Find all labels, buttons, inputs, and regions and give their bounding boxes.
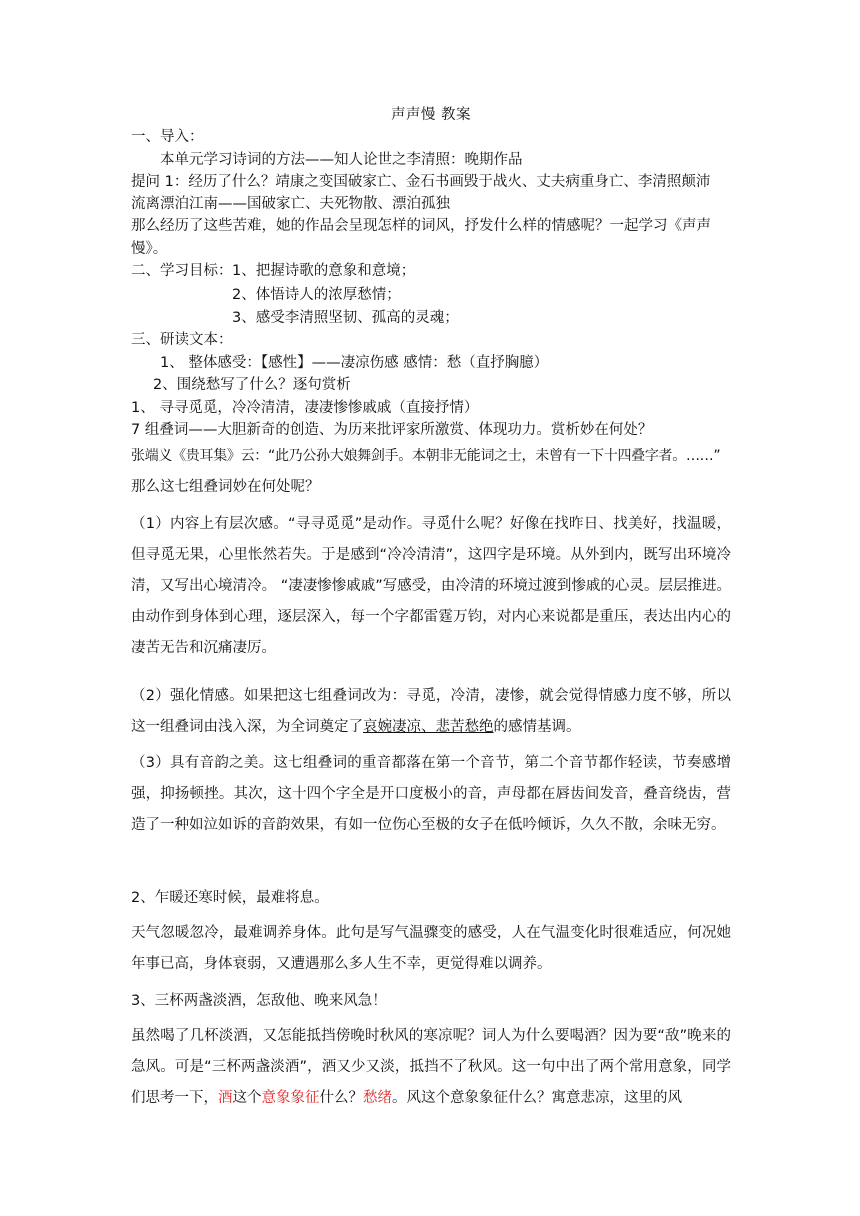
- document-title: 声声慢 教案: [390, 107, 472, 123]
- goal-item-1: 1、把握诗歌的意象和意境；: [232, 263, 416, 279]
- p5-red-wine: 酒: [218, 1090, 233, 1106]
- p5-red-sorrow: 愁绪: [363, 1090, 392, 1106]
- analysis-paragraph-1: （1）内容上有层次感。“寻寻觅觅”是动作。寻觅什么呢？好像在找昨日、找美好，找温暖，但寻觅无果，心里怅然若失。于是感到“冷冷清清”，这四字是环境。从外到内，既写出环境冷清，又写出心境清冷。 “凄凄惨惨戚戚”写感受，由冷清的环境过渡到惨戚的心灵。层层推进。由动作到身体到心理，逐层深入，每一个字都雷霆万钧，对内心来说都是重压，表达出内心的凄苦无告和沉痛凄厉。: [131, 516, 731, 656]
- p5-text-mid2: 什么？: [319, 1090, 363, 1106]
- question-line-1: 提问 1：经历了什么？靖康之变国破家亡、金石书画毁于战火、丈夫病重身亡、李清照颠沛: [131, 174, 711, 190]
- analysis-paragraph-3: （3）具有音韵之美。这七组叠词的重音都落在第一个音节，第二个音节都作轻读，节奏感增强，抑扬顿挫。其次，这十四个字全是开口度极小的音，声母都在唇齿间发音，叠音绕齿，营造了一种如泣如诉的音韵效果，有如一位伤心至极的女子在低吟倾诉，久久不散，余味无穷。: [131, 755, 731, 833]
- line1-question: 7 组叠词——大胆新奇的创造、为历来批评家所激赏、体现功力。赏析妙在何处？: [131, 422, 653, 438]
- p5-text-end: 。风这个意象象征什么？寓意悲凉，这里的风: [392, 1090, 682, 1106]
- goal-item-3: 3、感受李清照坚韧、孤高的灵魂；: [232, 310, 459, 326]
- reading-item-1: 1、 整体感受：【感性】——凄凉伤感 感情：愁（直抒胸臆）: [160, 355, 549, 371]
- intro-line-2: 慢》。: [131, 241, 168, 257]
- p2-text-end: 的感情基调。: [493, 719, 581, 735]
- p2-text-start: （2）强化情感。如果把这七组叠词改为：寻觅，冷清，凄惨，就会觉得情感力度不够，所以这一组叠词由浅入深，为全词奠定了: [131, 688, 731, 735]
- line3-explanation: [131, 1021, 731, 1114]
- goal-item-2: 2、体悟诗人的浓厚愁情；: [232, 287, 401, 303]
- p2-underlined-tone: 哀婉凄凉、悲苦愁绝: [363, 719, 494, 735]
- question-line-2: 流离漂泊江南——国破家亡、夫死物散、漂泊孤独: [131, 196, 450, 212]
- reading-item-2: 2、围绕愁写了什么？逐句赏析: [153, 377, 351, 393]
- p5-text-mid1: 这个: [232, 1090, 262, 1106]
- line1-title: 1、 寻寻觅觅，冷冷清清，凄凄惨惨戚戚（直接抒情）: [131, 400, 479, 416]
- section-heading-reading: 三、研读文本：: [131, 332, 233, 348]
- line1-ask: 那么这七组叠词妙在何处呢？: [131, 479, 320, 495]
- line1-quote: 张端义《贵耳集》云：“此乃公孙大娘舞剑手。本朝非无能词之士，未曾有一下十四叠字者。……”: [131, 448, 721, 464]
- analysis-paragraph-2: [131, 681, 731, 743]
- line2-explanation: 天气忽暖忽冷，最难调养身体。此句是写气温骤变的感受，人在气温变化时很难适应，何况她年事已高，身体衰弱，又遭遇那么多人生不幸，更觉得难以调养。: [131, 925, 731, 972]
- intro-method-line: 本单元学习诗词的方法——知人论世之李清照：晚期作品: [160, 152, 523, 168]
- intro-line-1: 那么经历了这些苦难，她的作品会呈现怎样的词风，抒发什么样的情感呢？一起学习《声声: [131, 218, 711, 234]
- section-heading-intro: 一、导入：: [131, 129, 204, 145]
- p5-red-symbol: 意象象征: [261, 1090, 320, 1106]
- p5-text-start: 虽然喝了几杯淡酒，又怎能抵挡傍晚时秋风的寒凉呢？词人为什么要喝酒？因为要“敌”晚来的急风。可是“三杯两盏淡酒”，酒又少又淡，抵挡不了秋风。这一句中出了两个常用意象，同学们思考一下，: [131, 1028, 731, 1106]
- line3-title: 3、三杯两盏淡酒，怎敌他、晚来风急！: [131, 993, 387, 1009]
- line2-title: 2、乍暖还寒时候，最难将息。: [131, 890, 329, 906]
- section-heading-goals: 二、学习目标：: [131, 263, 233, 279]
